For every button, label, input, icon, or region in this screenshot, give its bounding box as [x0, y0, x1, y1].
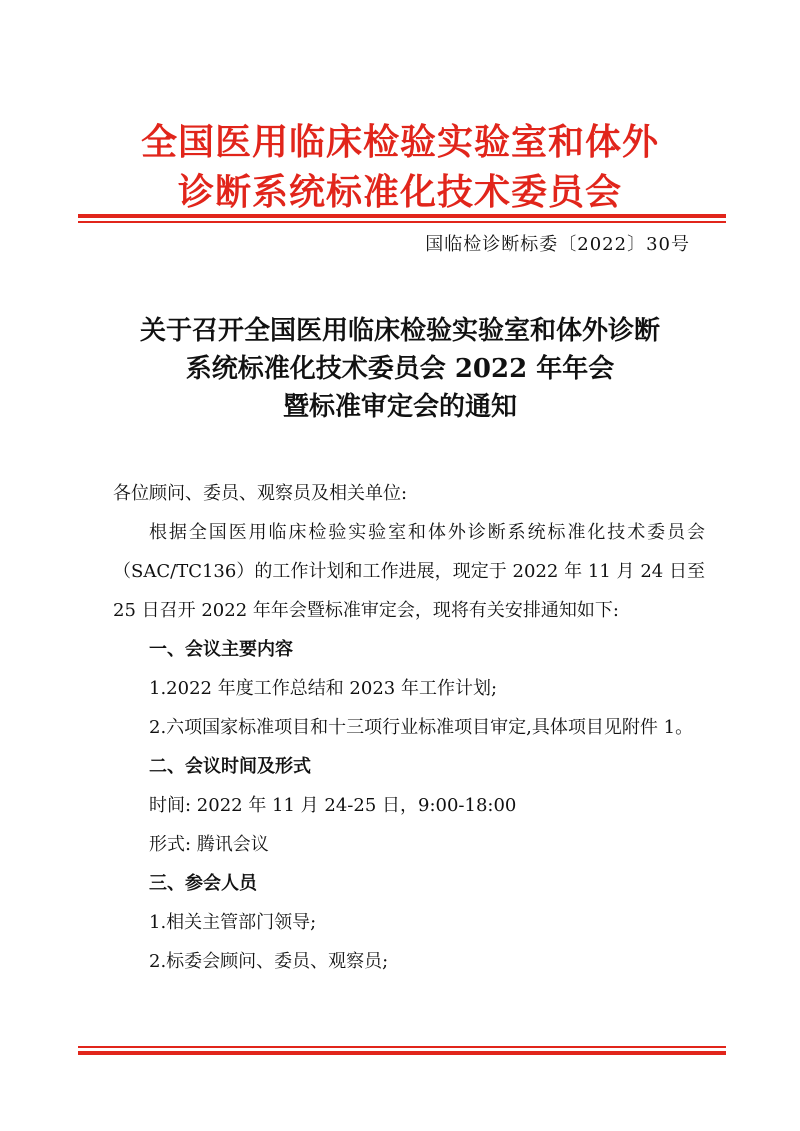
- organization-title: [0, 118, 800, 218]
- organization-title-line-2: 诊断系统标准化技术委员会: [177, 172, 622, 213]
- footer-rule-thick: [78, 1051, 726, 1055]
- notice-title-line-2: 系统标准化技术委员会 2022 年年会: [185, 354, 615, 384]
- header-rule-thick: [78, 214, 726, 218]
- intro-paragraph: 根据全国医用临床检验实验室和体外诊断系统标准化技术委员会（SAC/TC136）的工作计划和工作进展，现定于 2022 年 11 月 24 日至 25 日召开 2022 年年会暨标准审定会，现将有关安排通知如下:: [113, 522, 705, 621]
- notice-title: [0, 312, 800, 426]
- content-item-1: 1.2022 年度工作总结和 2023 年工作计划;: [149, 678, 498, 699]
- salutation: 各位顾问、委员、观察员及相关单位:: [113, 483, 408, 504]
- attendee-item-2: 2.标委会顾问、委员、观察员;: [149, 951, 389, 972]
- document-number: 国临检诊断标委〔2022〕30号: [425, 234, 690, 255]
- content-item-2: 2.六项国家标准项目和十三项行业标准项目审定,具体项目见附件 1。: [149, 717, 694, 738]
- notice-body: [113, 474, 705, 981]
- section-heading-content: 一、会议主要内容: [149, 639, 293, 660]
- footer-rule-thin: [78, 1046, 726, 1048]
- section-heading-time-format: 二、会议时间及形式: [149, 756, 311, 777]
- meeting-format: 形式: 腾讯会议: [149, 834, 269, 855]
- section-heading-attendees: 三、参会人员: [149, 873, 257, 894]
- header-rule-thin: [78, 221, 726, 223]
- attendee-item-1: 1.相关主管部门领导;: [149, 912, 317, 933]
- organization-title-line-1: 全国医用临床检验实验室和体外: [140, 122, 659, 163]
- meeting-time: 时间: 2022 年 11 月 24-25 日，9:00-18:00: [149, 795, 517, 816]
- notice-title-line-3: 暨标准审定会的通知: [282, 392, 517, 422]
- notice-title-line-1: 关于召开全国医用临床检验实验室和体外诊断: [139, 316, 660, 346]
